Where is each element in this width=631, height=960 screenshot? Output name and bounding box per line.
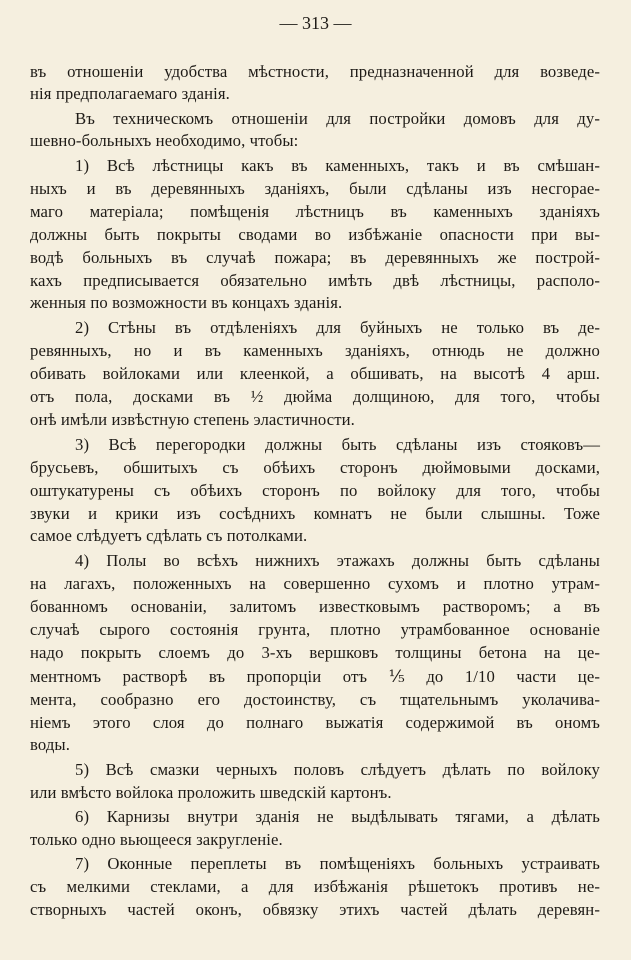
text-line: водѣ больныхъ въ случаѣ пожара; въ деревянныхъ же построй- bbox=[30, 248, 600, 267]
text-line: онѣ имѣли извѣстную степень эластичности. bbox=[30, 410, 355, 429]
text-line: брусьевъ, обшитыхъ съ обѣихъ сторонъ дюймовыми досками, bbox=[30, 458, 600, 477]
text-line: 6) Карнизы внутри зданія не выдѣлывать тягами, а дѣлать bbox=[75, 807, 600, 826]
text-line: Въ техническомъ отношеніи для постройки домовъ для ду- bbox=[75, 109, 600, 128]
text-line: створныхъ частей оконъ, обвязку этихъ частей дѣлать деревян- bbox=[30, 900, 600, 919]
text-line: 2) Стѣны въ отдѣленіяхъ для буйныхъ не только въ де- bbox=[75, 318, 600, 337]
text-line: кахъ предписывается обязательно имѣть двѣ лѣстницы, располо- bbox=[30, 271, 600, 290]
text-line: женныя по возможности въ концахъ зданія. bbox=[30, 293, 343, 312]
text-line: 1) Всѣ лѣстницы какъ въ каменныхъ, такъ и въ смѣшан- bbox=[75, 156, 600, 175]
text-line: ныхъ и въ деревянныхъ зданіяхъ, были сдѣланы изъ несгорае- bbox=[30, 179, 600, 198]
text-line: самое слѣдуетъ сдѣлать съ потолками. bbox=[30, 526, 308, 545]
text-line: 7) Оконные переплеты въ помѣщеніяхъ больныхъ устраивать bbox=[75, 854, 600, 873]
text-line: надо покрыть слоемъ до 3-хъ вершковъ толщины бетона на це- bbox=[30, 643, 600, 662]
text-line: 5) Всѣ смазки черныхъ половъ слѣдуетъ дѣлать по войлоку bbox=[75, 760, 600, 779]
text-line: только одно вьющееся закругленіе. bbox=[30, 830, 283, 849]
text-line: отъ пола, досками въ ½ дюйма долщиною, для того, чтобы bbox=[30, 387, 600, 406]
text-line: ніемъ этого слоя до полнаго выжатія содержимой въ ономъ bbox=[30, 713, 600, 732]
text-line: оштукатурены съ обѣихъ сторонъ по войлоку для того, чтобы bbox=[30, 481, 600, 500]
text-line: 4) Полы во всѣхъ нижнихъ этажахъ должны быть сдѣланы bbox=[75, 551, 600, 570]
text-line: мента, сообразно его достоинству, съ тщательнымъ уколачива- bbox=[30, 690, 600, 709]
text-line: или вмѣсто войлока проложить шведскій картонъ. bbox=[30, 783, 392, 802]
text-line: ревянныхъ, но и въ каменныхъ зданіяхъ, отнюдь не должно bbox=[30, 341, 600, 360]
text-line: случаѣ сырого состоянія грунта, плотно утрамбованное основаніе bbox=[30, 620, 600, 639]
text-line: должны быть покрыты сводами во избѣжаніе опасности при вы- bbox=[30, 225, 600, 244]
text-line: 3) Всѣ перегородки должны быть сдѣланы изъ стояковъ— bbox=[75, 435, 600, 454]
page-number: — 313 — bbox=[279, 13, 352, 33]
text-line: въ отношеніи удобства мѣстности, предназначенной для возведе- bbox=[30, 62, 600, 81]
text-line: обивать войлоками или клеенкой, а обшивать, на высотѣ 4 арш. bbox=[30, 364, 600, 383]
text-line: съ мелкими стеклами, а для избѣжанія рѣшетокъ противъ не- bbox=[30, 877, 600, 896]
text-line: бованномъ основаніи, залитомъ известковымъ растворомъ; а въ bbox=[30, 597, 600, 616]
text-line: звуки и крики изъ сосѣднихъ комнатъ не были слышны. Тоже bbox=[30, 504, 600, 523]
text-line: нія предполагаемаго зданія. bbox=[30, 84, 230, 103]
text-line: ментномъ растворѣ въ пропорціи отъ ⅕ до 1/10 части це- bbox=[30, 667, 600, 686]
text-line: воды. bbox=[30, 735, 71, 754]
text-line: на лагахъ, положенныхъ на совершенно сухомъ и плотно утрам- bbox=[30, 574, 600, 593]
text-line: маго матеріала; помѣщенія лѣстницъ въ каменныхъ зданіяхъ bbox=[30, 202, 600, 221]
text-line: шевно-больныхъ необходимо, чтобы: bbox=[30, 131, 299, 150]
